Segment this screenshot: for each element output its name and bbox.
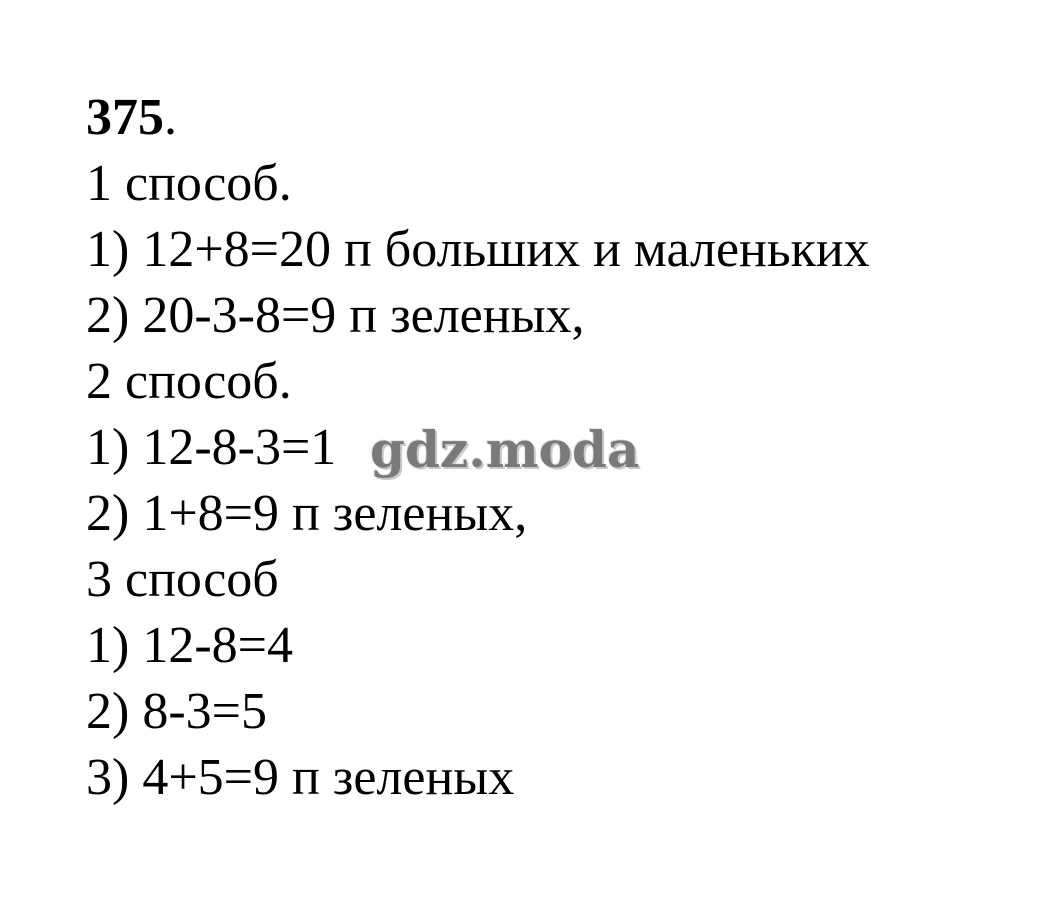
method-2-title: 2 способ. [86, 353, 292, 410]
watermark-logo: gdz.moda [370, 420, 640, 479]
method-2-step-2: 2) 1+8=9 п зеленых, [86, 485, 528, 542]
method-3-title: 3 способ [86, 551, 279, 608]
method-3-step-3: 3) 4+5=9 п зеленых [86, 749, 515, 806]
exercise-number: 375 [86, 89, 164, 146]
exercise-heading [86, 88, 177, 148]
method-1-step-2: 2) 20-3-8=9 п зеленых, [86, 287, 585, 344]
method-3-step-1: 1) 12-8=4 [86, 617, 293, 674]
method-3-step-2: 2) 8-3=5 [86, 683, 267, 740]
method-2-step-1: 1) 12-8-3=1 [86, 419, 337, 476]
exercise-number-suffix: . [164, 89, 177, 146]
method-1-title: 1 способ. [86, 155, 292, 212]
method-1-step-1: 1) 12+8=20 п больших и маленьких [86, 221, 870, 278]
